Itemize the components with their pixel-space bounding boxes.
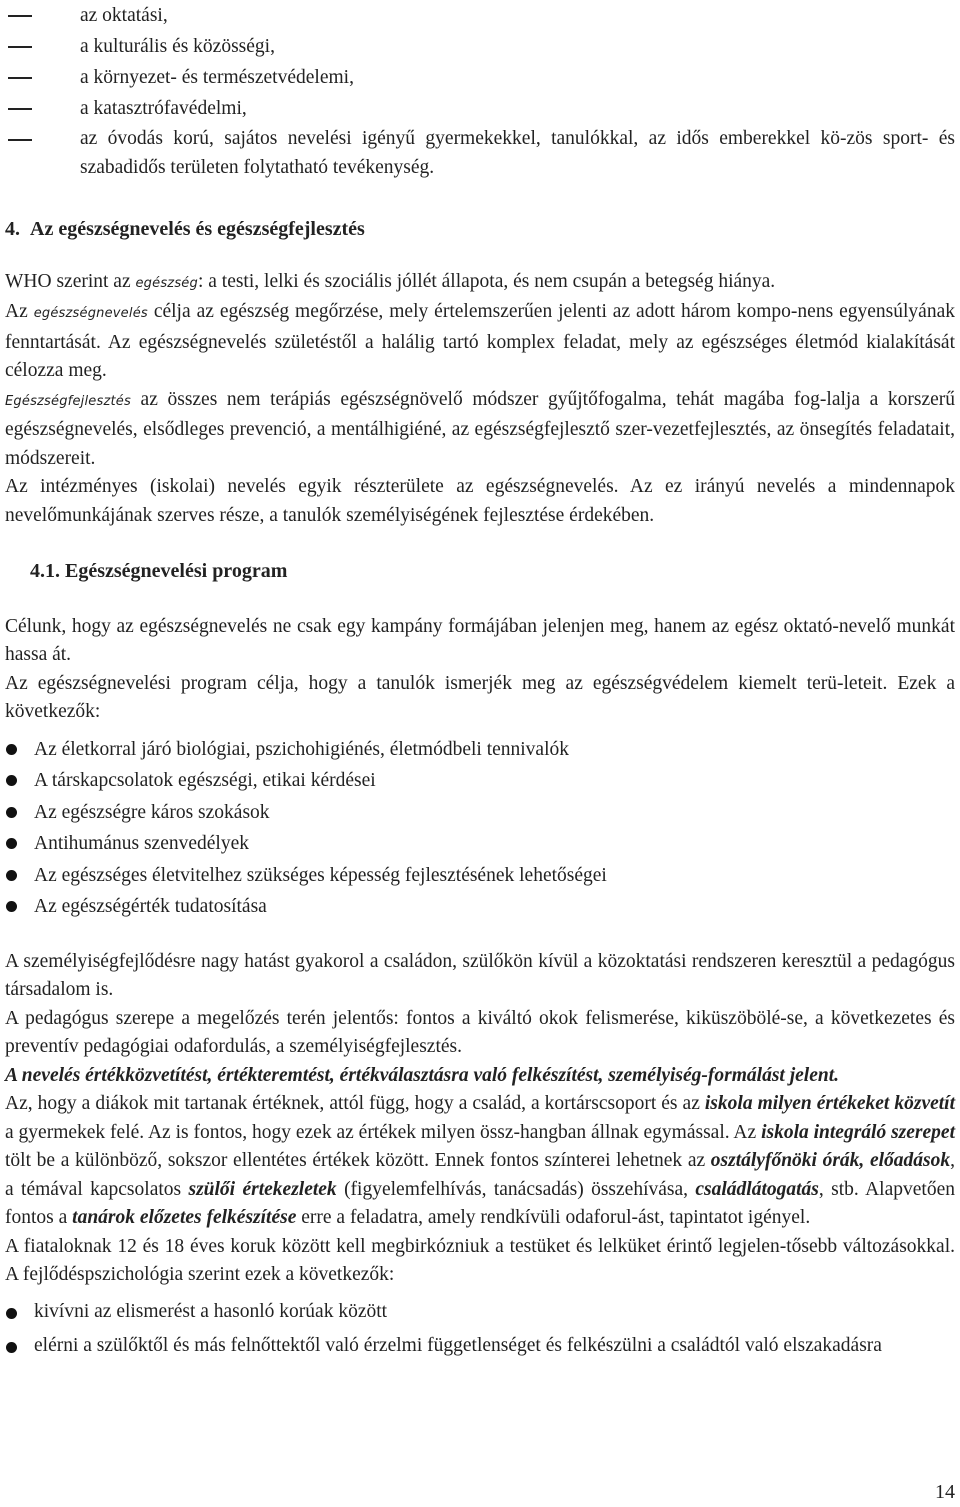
bullet-icon bbox=[6, 1308, 17, 1319]
bullet-icon bbox=[6, 901, 17, 912]
bullet-icon bbox=[6, 1342, 17, 1353]
development-task-list bbox=[5, 1298, 955, 1361]
list-item: kivívni az elismerést a hasonló korúak között bbox=[5, 1298, 955, 1327]
paragraph: Egészségfejlesztés az összes nem terápiás egészségnövelő módszer gyűjtőfogalma, tehát magába fog-lalja a korszerű egészségnevelés, elsődleges prevenció, a mentálhigiéné, az egészségfejlesztő szer-vezetfejlesztés, az önsegítés feladatait, módszereit. bbox=[5, 388, 955, 469]
document-page bbox=[5, 0, 955, 1361]
paragraph: Az egészségnevelés célja az egészség megőrzése, mely értelemszerűen jelenti az adott három kompo-nens egyensúlyának fenntartását. Az egészségnevelés születéstől a halálig tartó komplex feladat, mely az egészséges életmód kialakítását célozza meg. bbox=[5, 301, 955, 381]
bullet-icon bbox=[6, 807, 17, 818]
dash-icon bbox=[8, 77, 32, 79]
emphasis-paragraph: A nevelés értékközvetítést, értékteremtést, értékválasztásra való felkészítést, személyiség-formálást jelent. bbox=[5, 1064, 840, 1086]
dash-icon bbox=[8, 108, 32, 110]
paragraph: A pedagógus szerepe a megelőzés terén jelentős: fontos a kiváltó okok felismerése, kiküszöbölé-se, a következetes és preventív pedagógiai odafordulás, a személyiségfejlesztés. bbox=[5, 1007, 955, 1057]
health-topic-list bbox=[5, 734, 955, 923]
section-heading: 4. Az egészségnevelés és egészségfejlesztés bbox=[5, 218, 365, 240]
bullet-icon bbox=[6, 744, 17, 755]
subsection-heading: 4.1. Egészségnevelési program bbox=[30, 560, 288, 582]
list-item: a kulturális és közösségi, bbox=[5, 31, 955, 62]
list-item: A társkapcsolatok egészségi, etikai kérdései bbox=[5, 765, 955, 797]
bullet-icon bbox=[6, 870, 17, 881]
dash-icon bbox=[8, 139, 32, 141]
activity-dash-list bbox=[5, 0, 955, 182]
paragraph: Célunk, hogy az egészségnevelés ne csak egy kampány formájában jelenjen meg, hanem az egész oktató-nevelő munkát hassa át. bbox=[5, 615, 955, 665]
paragraph: Az intézményes (iskolai) nevelés egyik részterülete az egészségnevelés. Az ez irányú nevelés a mindennapok nevelőmunkájának szerves része, a tanulók személyiségének fejlesztése érdekében. bbox=[5, 476, 955, 526]
list-item: Az egészségre káros szokások bbox=[5, 797, 955, 829]
dash-icon bbox=[8, 15, 32, 17]
dash-icon bbox=[8, 46, 32, 48]
list-item: Az életkorral járó biológiai, pszichohigiénés, életmódbeli tennivalók bbox=[5, 734, 955, 766]
paragraph: WHO szerint az egészség: a testi, lelki és szociális jóllét állapota, és nem csupán a betegség hiánya. bbox=[5, 270, 776, 292]
list-item: Az egészséges életvitelhez szükséges képesség fejlesztésének lehetőségei bbox=[5, 860, 955, 892]
list-item: a környezet- és természetvédelemi, bbox=[5, 62, 955, 93]
list-item: Antihumánus szenvedélyek bbox=[5, 828, 955, 860]
list-item: elérni a szülőktől és más felnőttektől való érzelmi függetlenséget és felkészülni a családtól való elszakadásra bbox=[5, 1332, 955, 1361]
list-item: az óvodás korú, sajátos nevelési igényű gyermekekkel, tanulókkal, az idős emberekkel kö-zös sport- és szabadidős területen folytatható tevékenység. bbox=[5, 124, 955, 182]
paragraph: Az egészségnevelési program célja, hogy a tanulók ismerjék meg az egészségvédelem kiemelt terü-leteit. Ezek a következők: bbox=[5, 672, 955, 722]
list-item: az oktatási, bbox=[5, 0, 955, 31]
bullet-icon bbox=[6, 838, 17, 849]
paragraph: A fiataloknak 12 és 18 éves koruk között kell megbirkózniuk a testüket és lelküket érintő legjelen-tősebb változásokkal. A fejlődéspszichológia szerint ezek a következők: bbox=[5, 1235, 955, 1285]
paragraph: A személyiségfejlődésre nagy hatást gyakorol a családon, szülőkön kívül a közoktatási rendszeren keresztül a pedagógus társadalom is. bbox=[5, 950, 955, 1000]
page-number: 14 bbox=[935, 1481, 955, 1503]
paragraph: Az, hogy a diákok mit tartanak értéknek, attól függ, hogy a család, a kortárscsoport és az iskola milyen értékeket közvetít a gyermekek felé. Az is fontos, hogy ezek az értékek milyen össz-hangban állnak egymással. Az iskola integráló szerepet tölt be a különböző, sokszor ellentétes értékek között. Ennek fontos színterei lehetnek az osztályfőnöki órák, előadások, a témával kapcsolatos szülői értekezletek (figyelemfelhívás, tanácsadás) összehívása, családlátogatás, stb. Alapvetően fontos a tanárok előzetes felkészítése erre a feladatra, amely rendkívüli odaforul-ást, tapintatot igényel. bbox=[5, 1093, 956, 1228]
list-item: a katasztrófavédelmi, bbox=[5, 93, 955, 124]
list-item: Az egészségérték tudatosítása bbox=[5, 891, 955, 923]
bullet-icon bbox=[6, 775, 17, 786]
